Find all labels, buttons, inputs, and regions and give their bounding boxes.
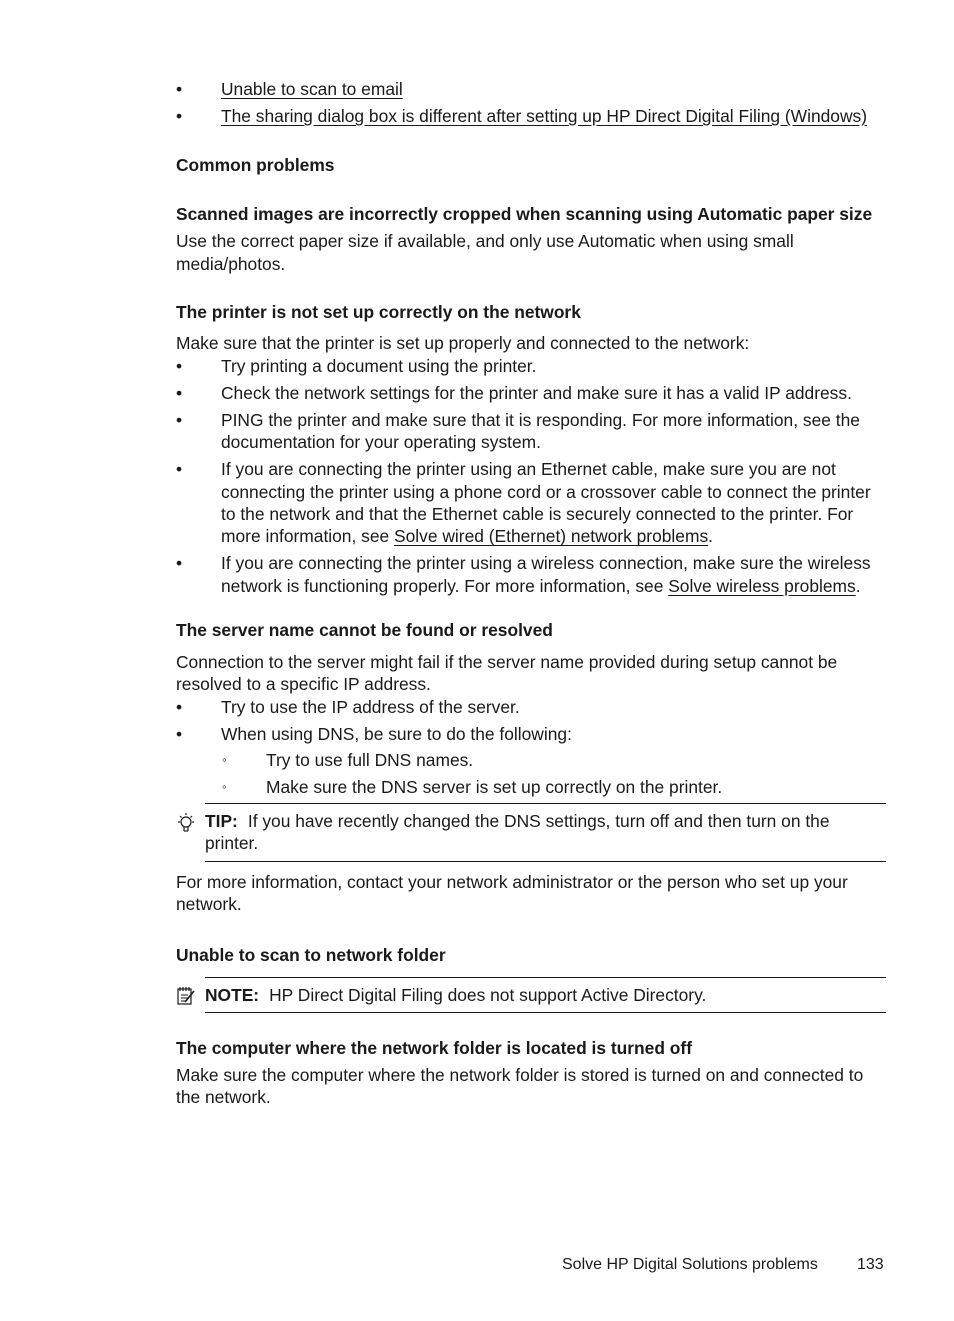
note-pad-icon — [176, 985, 196, 1007]
heading-computer: The computer where the network folder is located is turned off — [176, 1038, 692, 1059]
link-solve-wireless[interactable]: Solve wireless problems — [668, 575, 856, 596]
top-link-list — [176, 78, 886, 127]
list-item-text: If you are connecting the printer using a wireless connection, make sure the wireless network is functioning properly. For more information, see — [221, 553, 871, 596]
note-callout — [176, 977, 886, 1013]
list-item-end: . — [855, 575, 861, 596]
server-intro: Connection to the server might fail if the server name provided during setup cannot be resolved to a specific IP address. — [176, 651, 838, 695]
tip-body: If you have recently changed the DNS settings, turn off and then turn on the printer. — [205, 810, 830, 854]
list-item — [176, 78, 886, 100]
tip-label: TIP: — [205, 810, 238, 831]
page-content — [176, 78, 886, 1109]
cropped-body: Use the correct paper size if available, and only use Automatic when using small media/photos. — [176, 231, 794, 274]
note-rule-bottom — [205, 1012, 886, 1013]
dns-sublist — [221, 749, 886, 798]
list-item: • Check the network settings for the printer and make sure it has a valid IP address. — [176, 382, 886, 404]
lightbulb-icon — [176, 812, 196, 834]
heading-network: The printer is not set up correctly on the network — [176, 302, 581, 323]
server-outro: For more information, contact your network administrator or the person who set up your network. — [176, 871, 848, 915]
sub-list-item: ◦ Try to use full DNS names. — [221, 749, 886, 771]
heading-folder: Unable to scan to network folder — [176, 944, 446, 965]
tip-rule-bottom — [205, 861, 886, 862]
list-item: • Try printing a document using the printer. — [176, 355, 886, 377]
list-item — [176, 458, 886, 548]
sub-list-item: ◦ Make sure the DNS server is set up correctly on the printer. — [221, 776, 886, 798]
network-list — [176, 355, 886, 597]
list-item: • Try to use the IP address of the server. — [176, 696, 886, 718]
network-intro: Make sure that the printer is set up properly and connected to the network: — [176, 333, 750, 354]
list-item — [176, 105, 886, 127]
link-solve-wired[interactable]: Solve wired (Ethernet) network problems — [394, 526, 709, 547]
page-number: 133 — [857, 1256, 884, 1273]
link-sharing-dialog[interactable]: The sharing dialog box is different after setting up HP Direct Digital Filing (Windows) — [221, 106, 868, 126]
list-item — [176, 552, 886, 597]
server-list — [176, 696, 886, 799]
link-unable-scan-email[interactable]: Unable to scan to email — [221, 79, 403, 99]
heading-server: The server name cannot be found or resolved — [176, 620, 553, 641]
note-label: NOTE: — [205, 984, 260, 1005]
note-text — [176, 978, 886, 1012]
tip-callout — [176, 803, 886, 862]
tip-text — [176, 804, 886, 861]
list-item-text: When using DNS, be sure to do the following: — [221, 723, 572, 744]
heading-common-problems: Common problems — [176, 155, 335, 176]
footer-title: Solve HP Digital Solutions problems — [562, 1256, 818, 1273]
list-item: • PING the printer and make sure that it is responding. For more information, see the documentation for your operating system. — [176, 409, 886, 454]
list-item — [176, 723, 886, 799]
list-item-end: . — [708, 526, 713, 547]
note-body: HP Direct Digital Filing does not support Active Directory. — [269, 984, 707, 1005]
heading-cropped: Scanned images are incorrectly cropped when scanning using Automatic paper size — [176, 203, 873, 224]
list-item-text: If you are connecting the printer using an Ethernet cable, make sure you are not connecting the printer using a phone cord or a crossover cable to connect the printer to the network and that the Ethernet cable is securely connected to the printer. For more information, see — [221, 459, 871, 547]
computer-body: Make sure the computer where the network folder is stored is turned on and connected to the network. — [176, 1064, 864, 1108]
